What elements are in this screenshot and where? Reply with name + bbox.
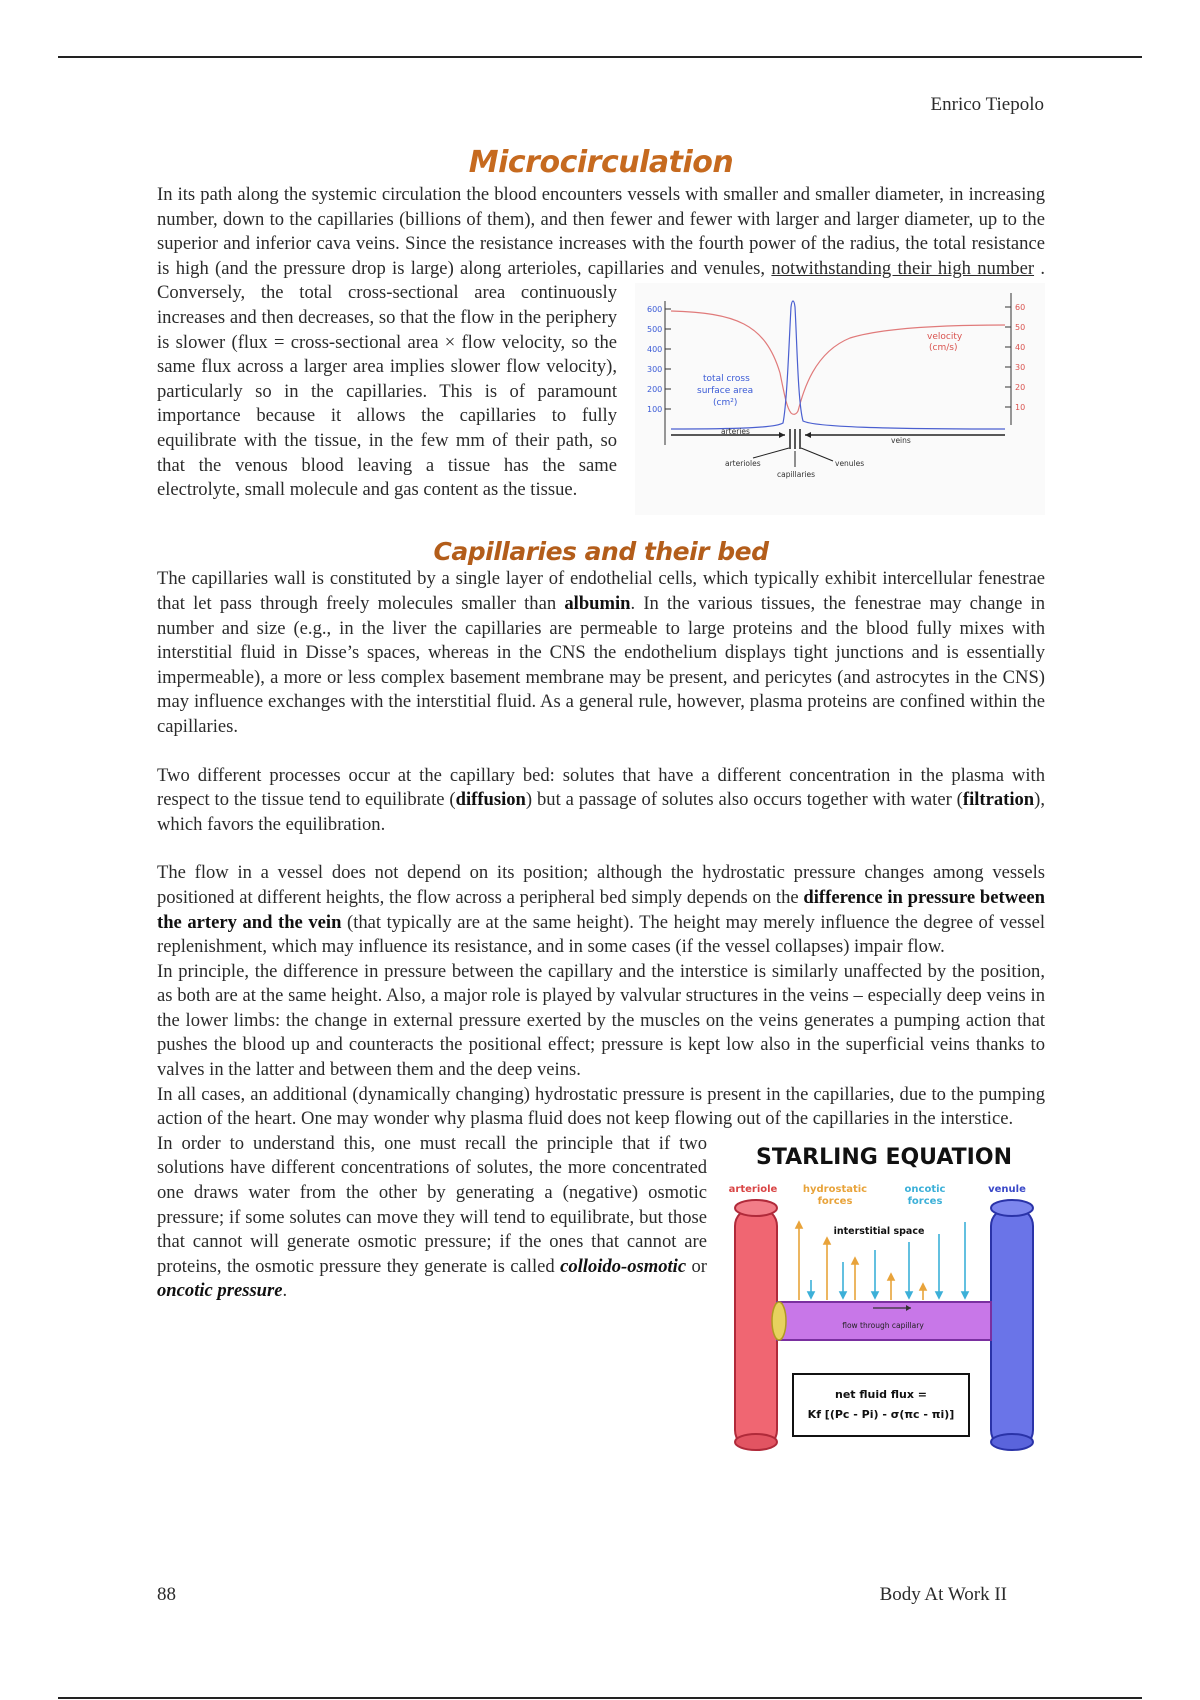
- left-tick: 200: [647, 385, 663, 395]
- arteries-label: arteries: [721, 427, 750, 437]
- intro-rest: . Conversely, the total cross-sectional area continuously increases and then decreases, so that the flow in the periphery is slower (flux = cross-sectional area × flow velocity, so the same flux across a larger area implies slower flow velocity), particularly so in the capillaries. This is of paramount importance because it allows the capillaries to fully equilibrate with the tissue, in the few mm of their path, so that the venous blood leaving a tissue has the same electrolyte, small molecule and gas content as the tissue.: [157, 257, 1046, 501]
- page-number: 88: [157, 1584, 176, 1605]
- arteriole-label: arteriole: [728, 1183, 778, 1195]
- p1-bold-albumin: albumin: [564, 592, 631, 614]
- veins-label: veins: [891, 436, 911, 446]
- intro-top: In its path along the systemic circulation the blood encounters vessels with smaller and smaller diameter, in increasing number, down to the capillaries (billions of them), and then fewer and fewer with larger and larger diameter, up to the superior and inferior cava veins. Since the resistance increases with the fourth power of the radius, the total resistance is high (and the pressure drop is large) along arterioles, capillaries and venules,: [157, 184, 1045, 279]
- p2-bold-filtration: filtration: [962, 789, 1035, 811]
- page-title: Microcirculation: [468, 145, 734, 180]
- author-name: Enrico Tiepolo: [930, 94, 1044, 115]
- hydrostatic-label: forces: [817, 1195, 853, 1207]
- p2-bold-diffusion: diffusion: [455, 789, 526, 811]
- p1-text: The capillaries wall is constituted by a single layer of endothelial cells, which typically exhibit intercellular fenestrae that let pass through freely molecules smaller than: [157, 568, 1045, 614]
- paragraph-principle: In principle, the difference in pressure between the capillary and the interstice is similarly unaffected by the position, as both are at the same height. Also, a major role is played by valvular structures in the veins – especially deep veins in the lower limbs: the change in external pressure exerted by the muscles on the veins generates a pumping action that pushes the blood up and counteracts the positional effect; pressure is kept low also in the superficial veins thanks to valves in the latter and between them and the deep veins.: [157, 960, 1045, 1081]
- area-label: total cross: [703, 374, 750, 385]
- equation-box: [793, 1374, 969, 1436]
- intro-paragraph: [157, 183, 1045, 503]
- p6-bold-colloido-osmotic: colloido-osmotic: [560, 1255, 687, 1277]
- bottom-rule: [58, 1697, 1142, 1699]
- left-tick: 500: [647, 325, 663, 335]
- p6-text: In order to understand this, one must recall the principle that if two solutions have different concentrations of solutes, the more concentrated one draws water from the other by generating a (negative) osmotic pressure; if some solutes can move they will tend to equilibrate, but those that cannot will generate osmotic pressure; if the ones that cannot are proteins, the osmotic pressure they generate is called: [157, 1132, 707, 1277]
- venule-vessel: [991, 1208, 1033, 1448]
- p3-text-rest: (that typically are at the same height). The height may merely influence the degree of vessel replenishment, which may influence its resistance, and in some cases (if the vessel collapses) impair flow.: [157, 911, 1046, 958]
- velocity-label: (cm/s): [929, 343, 958, 354]
- intro-underlined: notwithstanding their high number: [771, 257, 1035, 279]
- oncotic-label: oncotic: [904, 1183, 946, 1195]
- hydrostatic-label: hydrostatic: [802, 1183, 868, 1195]
- capillaries-label: capillaries: [777, 470, 816, 480]
- p1-text-rest: . In the various tissues, the fenestrae may change in number and size (e.g., in the liver the capillaries are permeable to large proteins and the blood fully mixes with interstitial fluid in Disse’s spaces, whereas in the CNS the endothelium displays tight junctions and is essentially impermeable), a more or less complex basement membrane may be present, and pericytes (and astrocytes in the CNS) may influence exchanges with the interstitial fluid. As a general rule, however, plasma proteins are confined within the capillaries.: [157, 592, 1045, 737]
- right-tick: 10: [1015, 403, 1026, 413]
- starling-title: STARLING EQUATION: [756, 1144, 1012, 1170]
- paragraph-processes: [157, 764, 1045, 838]
- right-tick: 20: [1015, 383, 1026, 393]
- left-tick: 400: [647, 345, 663, 355]
- velocity-label: velocity: [927, 332, 963, 343]
- right-tick: 50: [1015, 323, 1026, 333]
- p6-bold-oncotic: oncotic pressure: [157, 1280, 283, 1302]
- p3-bold-difference: difference in pressure between the artery and the vein: [157, 886, 1045, 933]
- p2-text-mid: ) but a passage of solutes also occurs together with water (: [525, 789, 963, 811]
- venule-label: venule: [988, 1183, 1026, 1195]
- left-tick: 600: [647, 305, 663, 315]
- right-tick: 30: [1015, 363, 1026, 373]
- velocity-area-chart: [635, 283, 1045, 515]
- p2-text: Two different processes occur at the capillary bed: solutes that have a different concentration in the plasma with respect to the tissue tend to equilibrate (: [157, 764, 1045, 811]
- arteriole-vessel: [735, 1208, 777, 1448]
- interstitial-label: interstitial space: [833, 1225, 925, 1237]
- page-content: [157, 145, 1045, 1456]
- p6-text-end: .: [282, 1280, 288, 1302]
- paragraph-capillary-wall: [157, 567, 1045, 739]
- top-rule: [58, 56, 1142, 58]
- area-label: surface area: [697, 386, 754, 397]
- left-tick: 100: [647, 405, 663, 415]
- p2-text-end: ), which favors the equilibration.: [157, 789, 1045, 835]
- right-tick: 60: [1015, 303, 1026, 313]
- arterioles-label: arterioles: [725, 459, 761, 469]
- area-label: (cm²): [713, 398, 738, 409]
- book-title: Body At Work II: [879, 1584, 1007, 1605]
- p3-text: The flow in a vessel does not depend on its position; although the hydrostatic pressure changes among vessels positioned at different heights, the flow across a peripheral bed simply depends on the: [157, 862, 1045, 908]
- paragraph-additional-pressure: In all cases, an additional (dynamically changing) hydrostatic pressure is present in the capillaries, due to the pumping action of the heart. One may wonder why plasma fluid does not keep flowing out of the capillaries in the interstice.: [157, 1083, 1045, 1130]
- right-tick: 40: [1015, 343, 1026, 353]
- venules-label: venules: [835, 459, 865, 469]
- oncotic-label: forces: [907, 1195, 943, 1207]
- paragraph-flow-position: [157, 861, 1045, 959]
- flow-label: flow through capillary: [842, 1320, 924, 1330]
- p6-text-or: or: [691, 1255, 707, 1277]
- equation-line-1: net fluid flux =: [835, 1387, 927, 1401]
- equation-line-2: Kf [(Pc - Pi) - σ(πc - πi)]: [807, 1407, 955, 1421]
- starling-equation-figure: [723, 1138, 1045, 1456]
- left-tick: 300: [647, 365, 663, 375]
- paragraph-osmotic: [157, 1132, 1045, 1421]
- section-title-capillaries: Capillaries and their bed: [433, 537, 769, 567]
